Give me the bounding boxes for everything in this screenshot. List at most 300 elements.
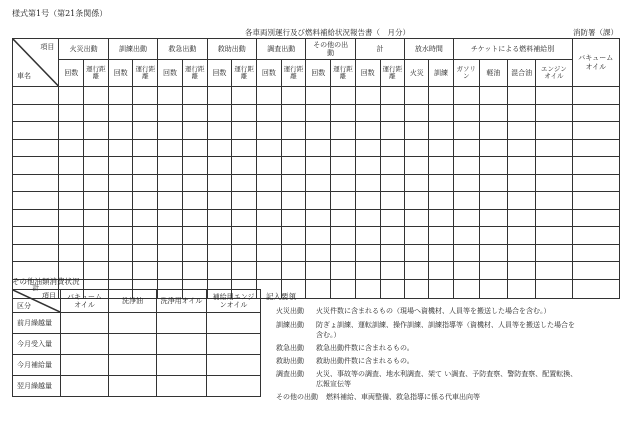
entry-cell[interactable]: [257, 244, 282, 262]
entry-cell[interactable]: [572, 87, 619, 105]
fuel-gasoline: ガソリン: [453, 60, 479, 87]
total-row-label: 計: [13, 279, 59, 298]
entry-cell[interactable]: [84, 227, 109, 245]
entry-cell[interactable]: [281, 122, 306, 140]
entry-cell[interactable]: [84, 104, 109, 122]
entry-cell[interactable]: [453, 139, 479, 157]
entry-cell[interactable]: [429, 262, 453, 280]
entry-cell[interactable]: [479, 174, 507, 192]
entry-cell[interactable]: [331, 174, 356, 192]
entry-cell[interactable]: [355, 139, 380, 157]
entry-cell[interactable]: [133, 262, 158, 280]
entry-cell[interactable]: [355, 209, 380, 227]
entry-cell[interactable]: [232, 139, 257, 157]
entry-cell[interactable]: [182, 104, 207, 122]
entry-cell[interactable]: [207, 244, 232, 262]
entry-cell[interactable]: [405, 174, 429, 192]
entry-cell[interactable]: [207, 262, 232, 280]
entry-cell[interactable]: [207, 209, 232, 227]
entry-cell[interactable]: [405, 262, 429, 280]
entry-cell[interactable]: [453, 174, 479, 192]
entry-cell[interactable]: [405, 139, 429, 157]
vehicle-name-cell[interactable]: [13, 157, 59, 175]
entry-cell[interactable]: [306, 157, 331, 175]
entry-cell[interactable]: [207, 157, 232, 175]
entry-cell[interactable]: [281, 174, 306, 192]
entry-cell[interactable]: [306, 262, 331, 280]
entry-cell[interactable]: [108, 192, 133, 210]
entry-cell[interactable]: [84, 174, 109, 192]
entry-cell[interactable]: [281, 209, 306, 227]
entry-cell[interactable]: [380, 157, 405, 175]
vehicle-name-cell[interactable]: [13, 122, 59, 140]
fuel-mixed: 混合油: [508, 60, 536, 87]
entry-cell[interactable]: [133, 87, 158, 105]
entry-cell[interactable]: [508, 139, 536, 157]
entry-cell[interactable]: [108, 209, 133, 227]
entry-cell[interactable]: [158, 139, 183, 157]
entry-cell[interactable]: [158, 157, 183, 175]
entry-cell[interactable]: [453, 122, 479, 140]
entry-cell[interactable]: [257, 157, 282, 175]
entry-cell[interactable]: [536, 122, 572, 140]
entry-cell[interactable]: [182, 174, 207, 192]
entry-cell[interactable]: [59, 174, 84, 192]
main-corner-cell: [13, 39, 59, 87]
entry-cell[interactable]: [355, 262, 380, 280]
entry-cell[interactable]: [508, 262, 536, 280]
entry-cell[interactable]: [405, 157, 429, 175]
entry-cell[interactable]: [108, 104, 133, 122]
entry-cell[interactable]: [355, 192, 380, 210]
entry-cell[interactable]: [84, 157, 109, 175]
vehicle-row: [13, 227, 620, 245]
form-number: 様式第1号（第21条関係）: [12, 9, 108, 18]
entry-cell[interactable]: [479, 192, 507, 210]
entry-cell[interactable]: [306, 122, 331, 140]
entry-cell[interactable]: [508, 87, 536, 105]
entry-cell[interactable]: [479, 157, 507, 175]
entry-cell[interactable]: [536, 192, 572, 210]
oil-cell[interactable]: [207, 355, 261, 376]
sub-distance: 運行距離: [182, 60, 207, 87]
entry-cell[interactable]: [331, 262, 356, 280]
entry-cell[interactable]: [429, 157, 453, 175]
entry-cell[interactable]: [479, 227, 507, 245]
entry-cell[interactable]: [453, 157, 479, 175]
entry-cell[interactable]: [479, 104, 507, 122]
entry-cell[interactable]: [84, 209, 109, 227]
entry-cell[interactable]: [232, 227, 257, 245]
entry-cell[interactable]: [306, 104, 331, 122]
vehicle-name-cell[interactable]: [13, 209, 59, 227]
note-text: 救急出動件数に含まれるもの。: [316, 344, 414, 352]
entry-cell[interactable]: [479, 244, 507, 262]
entry-cell[interactable]: [158, 262, 183, 280]
sub-count: 回数: [306, 60, 331, 87]
entry-cell[interactable]: [59, 104, 84, 122]
entry-cell[interactable]: [306, 209, 331, 227]
entry-cell[interactable]: [380, 122, 405, 140]
entry-cell[interactable]: [331, 209, 356, 227]
total-cell[interactable]: [536, 279, 572, 298]
entry-cell[interactable]: [479, 139, 507, 157]
sub-count: 回数: [158, 60, 183, 87]
entry-cell[interactable]: [257, 139, 282, 157]
entry-cell[interactable]: [331, 104, 356, 122]
entry-cell[interactable]: [453, 104, 479, 122]
entry-cell[interactable]: [508, 192, 536, 210]
entry-cell[interactable]: [207, 122, 232, 140]
sub-distance: 運行距離: [133, 60, 158, 87]
oil-cell[interactable]: [207, 376, 261, 397]
vehicle-name-cell[interactable]: [13, 104, 59, 122]
entry-cell[interactable]: [355, 174, 380, 192]
entry-cell[interactable]: [380, 209, 405, 227]
entry-cell[interactable]: [182, 87, 207, 105]
entry-cell[interactable]: [306, 87, 331, 105]
entry-cell[interactable]: [508, 157, 536, 175]
water-fire: 火災: [405, 60, 429, 87]
entry-cell[interactable]: [572, 174, 619, 192]
entry-cell[interactable]: [84, 87, 109, 105]
entry-cell[interactable]: [182, 227, 207, 245]
entry-cell[interactable]: [355, 227, 380, 245]
entry-cell[interactable]: [207, 227, 232, 245]
vehicle-name-cell[interactable]: [13, 139, 59, 157]
entry-cell[interactable]: [508, 227, 536, 245]
entry-cell[interactable]: [108, 139, 133, 157]
entry-cell[interactable]: [306, 192, 331, 210]
entry-cell[interactable]: [257, 209, 282, 227]
entry-cell[interactable]: [429, 174, 453, 192]
entry-cell[interactable]: [429, 122, 453, 140]
entry-cell[interactable]: [257, 227, 282, 245]
entry-cell[interactable]: [405, 209, 429, 227]
entry-cell[interactable]: [108, 87, 133, 105]
entry-cell[interactable]: [572, 139, 619, 157]
entry-cell[interactable]: [331, 87, 356, 105]
entry-cell[interactable]: [232, 157, 257, 175]
entry-cell[interactable]: [281, 262, 306, 280]
entry-cell[interactable]: [207, 104, 232, 122]
entry-cell[interactable]: [331, 122, 356, 140]
entry-cell[interactable]: [405, 227, 429, 245]
entry-cell[interactable]: [257, 174, 282, 192]
entry-cell[interactable]: [536, 244, 572, 262]
oil-cell[interactable]: [61, 376, 109, 397]
entry-cell[interactable]: [429, 244, 453, 262]
entry-cell[interactable]: [331, 139, 356, 157]
entry-cell[interactable]: [508, 209, 536, 227]
entry-cell[interactable]: [453, 244, 479, 262]
entry-cell[interactable]: [281, 139, 306, 157]
entry-cell[interactable]: [572, 192, 619, 210]
entry-cell[interactable]: [572, 122, 619, 140]
entry-cell[interactable]: [84, 122, 109, 140]
entry-cell[interactable]: [59, 192, 84, 210]
entry-cell[interactable]: [59, 227, 84, 245]
entry-cell[interactable]: [182, 192, 207, 210]
other-oil-title: その他油類消費状況: [12, 277, 80, 286]
entry-cell[interactable]: [158, 104, 183, 122]
entry-cell[interactable]: [429, 104, 453, 122]
entry-cell[interactable]: [158, 244, 183, 262]
entry-cell[interactable]: [508, 122, 536, 140]
oil-cell[interactable]: [61, 313, 109, 334]
entry-cell[interactable]: [133, 174, 158, 192]
entry-cell[interactable]: [257, 262, 282, 280]
entry-cell[interactable]: [405, 104, 429, 122]
entry-cell[interactable]: [257, 192, 282, 210]
other-corner-item: 項目: [42, 292, 56, 300]
entry-cell[interactable]: [453, 227, 479, 245]
entry-cell[interactable]: [380, 174, 405, 192]
vehicle-row: [13, 157, 620, 175]
total-cell[interactable]: [453, 279, 479, 298]
entry-cell[interactable]: [158, 192, 183, 210]
entry-cell[interactable]: [281, 157, 306, 175]
oil-cell[interactable]: [157, 334, 207, 355]
entry-cell[interactable]: [108, 262, 133, 280]
entry-cell[interactable]: [453, 87, 479, 105]
entry-cell[interactable]: [536, 87, 572, 105]
entry-cell[interactable]: [59, 139, 84, 157]
entry-cell[interactable]: [429, 227, 453, 245]
vehicle-name-cell[interactable]: [13, 244, 59, 262]
entry-cell[interactable]: [207, 192, 232, 210]
entry-cell[interactable]: [572, 157, 619, 175]
total-cell[interactable]: [572, 279, 619, 298]
vehicle-row: [13, 104, 620, 122]
entry-cell[interactable]: [158, 122, 183, 140]
entry-cell[interactable]: [257, 87, 282, 105]
total-cell[interactable]: [331, 279, 356, 298]
group-other: その他の出動: [306, 39, 355, 60]
oil-cell[interactable]: [207, 334, 261, 355]
entry-cell[interactable]: [536, 157, 572, 175]
other-corner-cell: [13, 290, 61, 313]
vehicle-row: [13, 262, 620, 280]
entry-cell[interactable]: [133, 209, 158, 227]
entry-cell[interactable]: [405, 244, 429, 262]
entry-cell[interactable]: [405, 192, 429, 210]
total-cell[interactable]: [405, 279, 429, 298]
note-text: 防ぎょ訓練、運転訓練、操作訓練、訓練指導等（資機材、人員等を搬送した場合を: [316, 321, 575, 329]
entry-cell[interactable]: [572, 244, 619, 262]
entry-cell[interactable]: [479, 122, 507, 140]
entry-cell[interactable]: [536, 104, 572, 122]
entry-cell[interactable]: [133, 244, 158, 262]
group-investigation: 調査出動: [257, 39, 306, 60]
entry-cell[interactable]: [158, 209, 183, 227]
entry-cell[interactable]: [405, 87, 429, 105]
entry-cell[interactable]: [108, 244, 133, 262]
oil-cell[interactable]: [109, 355, 157, 376]
entry-cell[interactable]: [355, 122, 380, 140]
entry-cell[interactable]: [232, 192, 257, 210]
entry-cell[interactable]: [380, 139, 405, 157]
col-vacuum-oil: バキュームオイル: [61, 290, 109, 313]
entry-cell[interactable]: [133, 227, 158, 245]
entry-cell[interactable]: [108, 227, 133, 245]
entry-cell[interactable]: [355, 244, 380, 262]
corner-vehicle-label: 車名: [17, 71, 31, 80]
total-cell[interactable]: [429, 279, 453, 298]
entry-cell[interactable]: [84, 139, 109, 157]
oil-cell[interactable]: [157, 313, 207, 334]
entry-cell[interactable]: [536, 174, 572, 192]
entry-cell[interactable]: [380, 262, 405, 280]
vehicle-name-cell[interactable]: [13, 227, 59, 245]
entry-cell[interactable]: [59, 209, 84, 227]
entry-cell[interactable]: [207, 139, 232, 157]
entry-cell[interactable]: [572, 104, 619, 122]
sub-count: 回数: [355, 60, 380, 87]
entry-cell[interactable]: [108, 122, 133, 140]
entry-cell[interactable]: [281, 244, 306, 262]
vehicle-row: [13, 122, 620, 140]
entry-cell[interactable]: [59, 244, 84, 262]
entry-cell[interactable]: [281, 87, 306, 105]
entry-cell[interactable]: [158, 87, 183, 105]
entry-cell[interactable]: [133, 139, 158, 157]
entry-cell[interactable]: [429, 209, 453, 227]
entry-cell[interactable]: [429, 192, 453, 210]
entry-cell[interactable]: [281, 192, 306, 210]
entry-cell[interactable]: [182, 244, 207, 262]
oil-cell[interactable]: [109, 334, 157, 355]
entry-cell[interactable]: [536, 209, 572, 227]
entry-cell[interactable]: [306, 174, 331, 192]
entry-cell[interactable]: [331, 157, 356, 175]
total-cell[interactable]: [355, 279, 380, 298]
total-cell[interactable]: [508, 279, 536, 298]
entry-cell[interactable]: [232, 122, 257, 140]
entry-cell[interactable]: [405, 122, 429, 140]
entry-cell[interactable]: [182, 122, 207, 140]
entry-cell[interactable]: [479, 87, 507, 105]
total-cell[interactable]: [306, 279, 331, 298]
note-label: 調査出動: [276, 370, 304, 378]
entry-cell[interactable]: [207, 87, 232, 105]
oil-cell[interactable]: [157, 355, 207, 376]
entry-cell[interactable]: [108, 174, 133, 192]
sub-count: 回数: [207, 60, 232, 87]
entry-cell[interactable]: [108, 157, 133, 175]
entry-cell[interactable]: [133, 192, 158, 210]
note-label: その他の出動: [276, 393, 318, 401]
oil-cell[interactable]: [157, 376, 207, 397]
oil-cell[interactable]: [61, 334, 109, 355]
entry-cell[interactable]: [281, 227, 306, 245]
entry-cell[interactable]: [182, 157, 207, 175]
entry-cell[interactable]: [479, 209, 507, 227]
entry-cell[interactable]: [331, 244, 356, 262]
entry-cell[interactable]: [429, 139, 453, 157]
entry-cell[interactable]: [380, 227, 405, 245]
entry-cell[interactable]: [133, 157, 158, 175]
entry-cell[interactable]: [158, 227, 183, 245]
entry-cell[interactable]: [232, 262, 257, 280]
entry-cell[interactable]: [508, 104, 536, 122]
entry-cell[interactable]: [380, 244, 405, 262]
entry-cell[interactable]: [572, 262, 619, 280]
entry-cell[interactable]: [232, 87, 257, 105]
entry-cell[interactable]: [380, 104, 405, 122]
other-oil-table: [12, 289, 261, 397]
entry-cell[interactable]: [508, 174, 536, 192]
sub-distance: 運行距離: [380, 60, 405, 87]
entry-cell[interactable]: [508, 244, 536, 262]
entry-cell[interactable]: [453, 209, 479, 227]
entry-cell[interactable]: [355, 87, 380, 105]
entry-cell[interactable]: [133, 104, 158, 122]
entry-cell[interactable]: [331, 192, 356, 210]
corner-item-label: 項目: [40, 43, 55, 51]
vehicle-name-cell[interactable]: [13, 174, 59, 192]
vehicle-name-cell[interactable]: [13, 192, 59, 210]
entry-cell[interactable]: [536, 139, 572, 157]
entry-cell[interactable]: [158, 174, 183, 192]
entry-cell[interactable]: [232, 104, 257, 122]
entry-cell[interactable]: [257, 122, 282, 140]
entry-cell[interactable]: [232, 244, 257, 262]
entry-cell[interactable]: [355, 157, 380, 175]
entry-cell[interactable]: [453, 192, 479, 210]
entry-cell[interactable]: [306, 227, 331, 245]
entry-cell[interactable]: [84, 244, 109, 262]
entry-cell[interactable]: [59, 87, 84, 105]
entry-cell[interactable]: [281, 104, 306, 122]
entry-cell[interactable]: [59, 122, 84, 140]
oil-cell[interactable]: [109, 376, 157, 397]
vehicle-row: [13, 209, 620, 227]
entry-cell[interactable]: [306, 244, 331, 262]
entry-cell[interactable]: [84, 192, 109, 210]
entry-cell[interactable]: [207, 174, 232, 192]
total-cell[interactable]: [479, 279, 507, 298]
entry-cell[interactable]: [59, 157, 84, 175]
entry-cell[interactable]: [182, 209, 207, 227]
oil-cell[interactable]: [207, 313, 261, 334]
entry-cell[interactable]: [355, 104, 380, 122]
entry-cell[interactable]: [536, 262, 572, 280]
vehicle-name-cell[interactable]: [13, 87, 59, 105]
entry-cell[interactable]: [232, 209, 257, 227]
entry-cell[interactable]: [453, 262, 479, 280]
entry-cell[interactable]: [182, 262, 207, 280]
entry-cell[interactable]: [380, 192, 405, 210]
entry-cell[interactable]: [429, 87, 453, 105]
entry-cell[interactable]: [572, 227, 619, 245]
entry-cell[interactable]: [257, 104, 282, 122]
entry-cell[interactable]: [84, 262, 109, 280]
entry-cell[interactable]: [133, 122, 158, 140]
entry-cell[interactable]: [479, 262, 507, 280]
entry-cell[interactable]: [536, 227, 572, 245]
fuel-diesel: 軽油: [479, 60, 507, 87]
oil-cell[interactable]: [109, 313, 157, 334]
entry-cell[interactable]: [380, 87, 405, 105]
total-cell[interactable]: [380, 279, 405, 298]
entry-cell[interactable]: [331, 227, 356, 245]
entry-cell[interactable]: [572, 209, 619, 227]
entry-cell[interactable]: [232, 174, 257, 192]
entry-cell[interactable]: [306, 139, 331, 157]
entry-cell[interactable]: [182, 139, 207, 157]
oil-cell[interactable]: [61, 355, 109, 376]
